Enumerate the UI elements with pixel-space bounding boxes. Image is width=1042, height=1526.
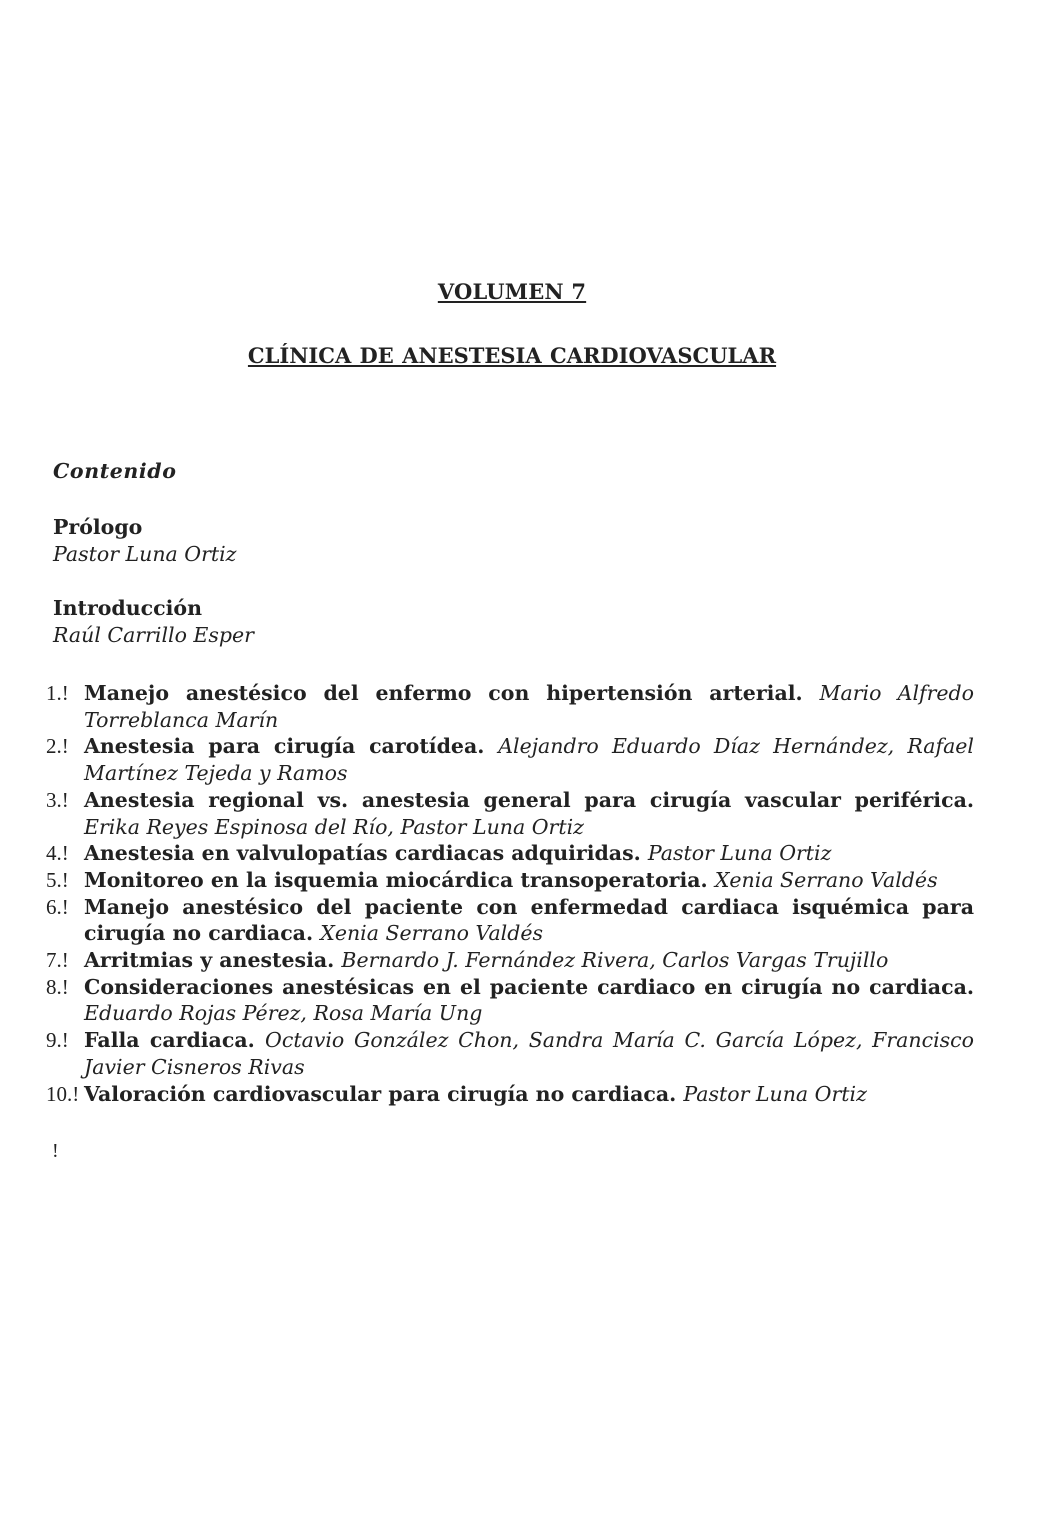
chapter-title: Anestesia regional vs. anestesia general para cirugía vascular periférica. xyxy=(84,787,974,812)
front-matter-introduction xyxy=(53,595,983,649)
table-of-contents xyxy=(46,680,974,1107)
toc-entry xyxy=(46,867,974,894)
chapter-number: 3.! xyxy=(46,787,69,812)
chapter-title: Manejo anestésico del enfermo con hipertensión arterial. xyxy=(84,681,820,705)
contents-heading: Contenido xyxy=(53,459,177,483)
chapter-title: Arritmias y anestesia. xyxy=(84,948,342,973)
chapter-authors: Mario Alfredo Torreblanca Marín xyxy=(84,681,974,732)
toc-entry xyxy=(46,787,974,840)
toc-entry xyxy=(46,733,974,786)
chapter-authors: Eduardo Rojas Pérez, Rosa María Ung xyxy=(84,1001,483,1026)
stray-mark: ! xyxy=(52,1140,59,1162)
toc-entry xyxy=(46,680,974,733)
toc-entry xyxy=(46,840,974,867)
chapter-authors: Xenia Serrano Valdés xyxy=(320,921,544,946)
chapter-number: 5.! xyxy=(46,867,69,892)
chapter-number: 2.! xyxy=(46,734,69,759)
front-matter-prologue xyxy=(53,514,983,568)
chapter-number: 7.! xyxy=(46,948,69,973)
chapter-number: 8.! xyxy=(46,974,69,999)
chapter-number: 1.! xyxy=(46,681,69,705)
toc-entry xyxy=(46,1027,974,1080)
chapter-authors: Octavio González Chon, Sandra María C. García López, Francisco Javier Cisneros Rivas xyxy=(84,1028,974,1079)
chapter-number: 10.! xyxy=(46,1081,80,1106)
volume-title: VOLUMEN 7 xyxy=(437,279,587,304)
chapter-authors: Pastor Luna Ortiz xyxy=(647,841,832,866)
volume-subtitle: CLÍNICA DE ANESTESIA CARDIOVASCULAR xyxy=(247,343,777,368)
chapter-title: Manejo anestésico del paciente con enfermedad cardiaca isquémica para cirugía no cardiaca. xyxy=(84,894,974,946)
chapter-number: 9.! xyxy=(46,1028,69,1053)
toc-entry xyxy=(46,947,974,974)
chapter-title: Anestesia en valvulopatías cardiacas adquiridas. xyxy=(84,841,648,866)
chapter-title: Valoración cardiovascular para cirugía no cardiaca. xyxy=(84,1081,684,1106)
chapter-number: 6.! xyxy=(46,894,69,919)
chapter-authors: Erika Reyes Espinosa del Río, Pastor Luna Ortiz xyxy=(84,814,584,839)
front-matter-title: Introducción xyxy=(53,596,203,620)
chapter-title: Anestesia para cirugía carotídea. xyxy=(84,734,499,759)
chapter-number: 4.! xyxy=(46,841,69,866)
chapter-authors: Bernardo J. Fernández Rivera, Carlos Vargas Trujillo xyxy=(341,948,889,973)
toc-entry xyxy=(46,974,974,1027)
chapter-title: Monitoreo en la isquemia miocárdica transoperatoria. xyxy=(84,867,715,892)
front-matter-author: Raúl Carrillo Esper xyxy=(53,623,254,647)
chapter-authors: Alejandro Eduardo Díaz Hernández, Rafael Martínez Tejeda y Ramos xyxy=(84,734,974,786)
toc-entry xyxy=(46,894,974,947)
front-matter-title: Prólogo xyxy=(53,515,143,539)
chapter-title: Consideraciones anestésicas en el paciente cardiaco en cirugía no cardiaca. xyxy=(84,974,974,999)
toc-entry xyxy=(46,1081,974,1108)
chapter-authors: Xenia Serrano Valdés xyxy=(714,867,938,892)
chapter-authors: Pastor Luna Ortiz xyxy=(683,1081,867,1106)
chapter-title: Falla cardiaca. xyxy=(84,1028,266,1053)
front-matter-author: Pastor Luna Ortiz xyxy=(53,542,237,566)
